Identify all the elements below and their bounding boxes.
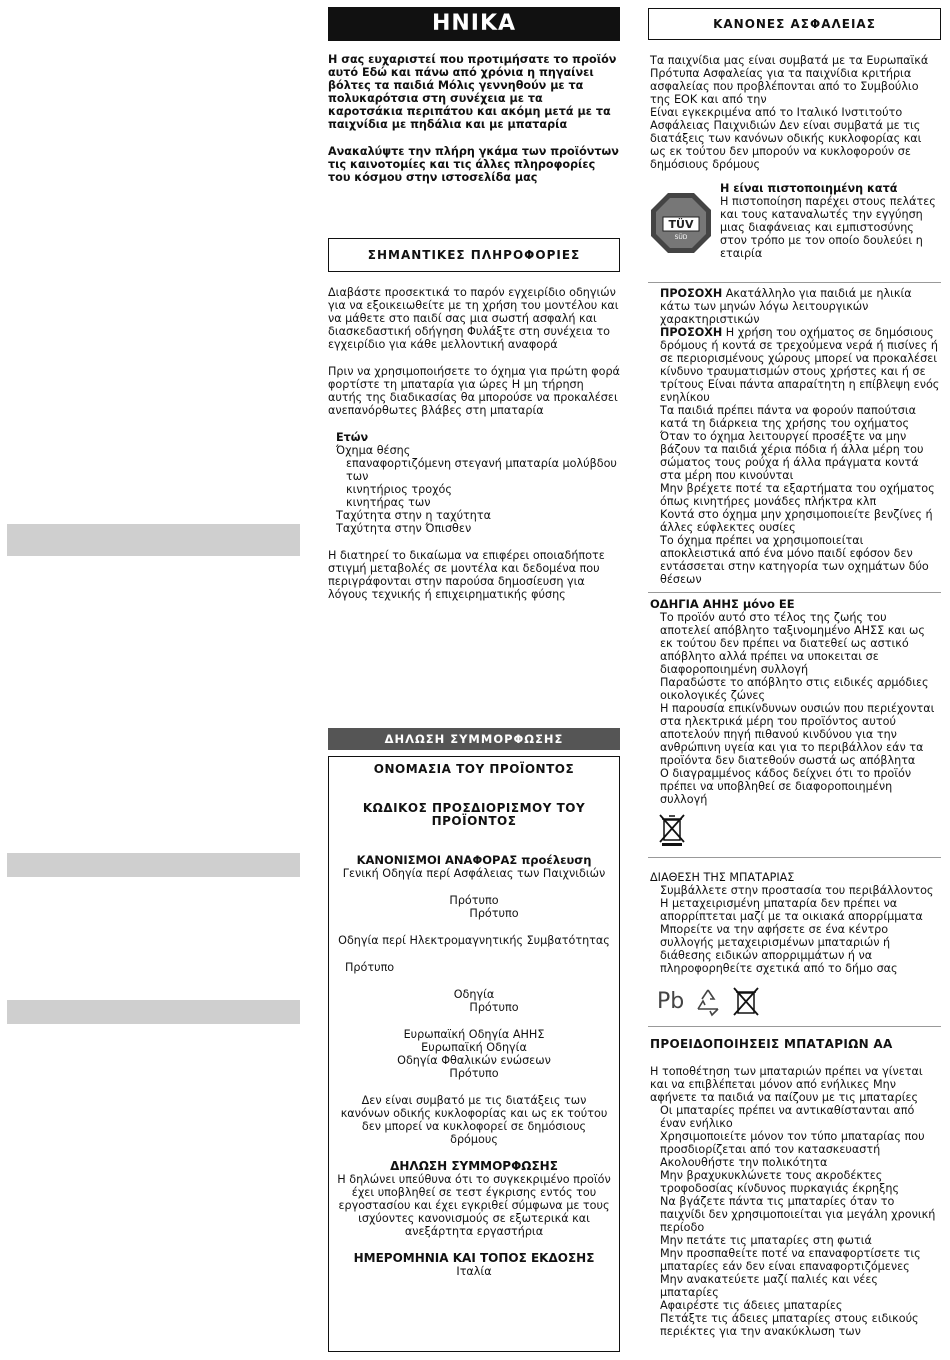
pb-icon: Pb xyxy=(657,989,685,1014)
warning-item: Όταν το όχημα λειτουργεί προσέξτε να μην βάζουν τα παιδιά χέρια πόδια ή άλλα μέρη του σώματος τους ρούχα ή άλλα πράγματα κοντά στα μέρη που κινούνται xyxy=(660,430,924,482)
important-title: ΣΗΜΑΝΤΙΚΕΣ ΠΛΗΡΟΦΟΡΙΕΣ xyxy=(328,238,620,272)
battery-warning-item: Χρησιμοποιείτε μόνον τον τύπο μπαταρίας που προσδιορίζεται από τον κατασκευαστή xyxy=(660,1130,925,1156)
spec-line: κινητήρας των xyxy=(346,496,431,509)
battery-warnings-section xyxy=(650,1038,940,1338)
intro-paragraph-1: Η σας ευχαριστεί που προτιμήσατε το προϊόν αυτό Εδώ και πάνω από χρόνια η πηγαίνει βόλτες τα παιδιά Μόλις γεννηθούν με τα πολυκαρότσια στη συνέχεια με τα καροτσάκια περιπάτου και ακόμη μετά με τα παιχνίδια με πηδάλια και με μπαταρία xyxy=(328,53,617,131)
weee-item: Ο διαγραμμένος κάδος δείχνει ότι το προϊόν πρέπει να υποβληθεί σε διαφοροποιημένη συλλογή xyxy=(660,767,912,806)
battery-disposal-item: Μπορείτε να την αφήσετε σε ένα κέντρο συλλογής μεταχειρισμένων μπαταριών ή διάθεσης ειδικών απορριμμάτων ή να πληροφορηθείτε σχετικά από το δήμο σας xyxy=(660,923,898,975)
svg-text:SÜD: SÜD xyxy=(674,234,688,241)
weee-section xyxy=(650,598,940,806)
tuv-title: Η είναι πιστοποιημένη κατά xyxy=(720,182,898,195)
spec-line: Ταχύτητα στην η ταχύτητα xyxy=(336,509,491,522)
battery-warnings-intro: Η τοποθέτηση των μπαταριών πρέπει να γίνεται και να επιβλέπεται μόνον από ενήλικες Μην αφήνετε τα παιδιά να παίζουν με τις μπαταρίες xyxy=(650,1065,923,1104)
battery-icons xyxy=(657,985,767,1019)
battery-disposal-title: ΔΙΑΘΕΣΗ ΤΗΣ ΜΠΑΤΑΡΙΑΣ xyxy=(650,871,795,884)
standard-line: Πρότυπο xyxy=(449,1067,499,1080)
battery-warning-item: Ακολουθήστε την πολικότητα xyxy=(660,1156,828,1169)
battery-warning-item: Οι μπαταρίες πρέπει να αντικαθίστανται από έναν ενήλικο xyxy=(660,1104,915,1130)
tuv-section xyxy=(650,182,940,260)
spec-line: Όχημα θέσης xyxy=(336,444,411,457)
divider xyxy=(648,282,941,283)
road-notice: Δεν είναι συμβατό με τις διατάξεις των κανόνων οδικής κυκλοφορίας και ως εκ τούτου δεν μπορεί να κυκλοφορεί σε δημόσιους δρόμους xyxy=(340,1094,608,1146)
warnings-section xyxy=(650,287,940,586)
intro-paragraph-2: Ανακαλύψτε την πλήρη γκάμα των προϊόντων τις καινοτομίες και τις άλλες πληροφορίες του κόσμου στην ιστοσελίδα μας xyxy=(328,145,619,184)
regulation-line: Οδηγία Φθαλικών ενώσεων xyxy=(397,1054,551,1067)
product-name-label: ΟΝΟΜΑΣΙΑ ΤΟΥ ΠΡΟΪΟΝΤΟΣ xyxy=(373,762,575,776)
regulation-line: Ευρωπαϊκή Οδηγία ΑΗΗΣ xyxy=(403,1028,545,1041)
spec-line: κινητήριος τροχός xyxy=(346,483,452,496)
declaration-title: ΔΗΛΩΣΗ ΣΥΜΜΟΡΦΩΣΗΣ xyxy=(390,1159,558,1173)
warning-label: ΠΡΟΣΟΧΗ xyxy=(660,287,723,300)
regulation-line: Γενική Οδηγία περί Ασφάλειας των Παιχνιδιών xyxy=(342,867,606,880)
middle-column xyxy=(328,7,620,601)
gray-bar-2 xyxy=(7,853,300,877)
gray-bar-3 xyxy=(7,1000,300,1024)
important-paragraph-2: Πριν να χρησιμοποιήσετε το όχημα για πρώτη φορά φορτίστε τη μπαταρία για ώρες Η μη τήρηση αυτής της διαδικασίας θα μπορούσε να προκαλέσει ανεπανόρθωτες βλάβες στη μπαταρία xyxy=(328,365,620,417)
intro-title: ΗΝΙΚΑ xyxy=(328,7,620,41)
standard-line: Πρότυπο xyxy=(345,961,395,974)
battery-disposal-item: Η μεταχειρισμένη μπαταρία δεν πρέπει να απορρίπτεται μαζί με τα οικιακά απορρίμματα xyxy=(660,897,923,923)
important-paragraph-1: Διαβάστε προσεκτικά το παρόν εγχειρίδιο οδηγιών για να εξοικειωθείτε με τη χρήση του μοντέλου και να μάθετε στο παιδί σας μια σωστή ασφαλή και διασκεδαστική οδήγηση Φυλάξτε στη συνέχεια το εγχειρίδιο για κάθε μελλοντική αναφορά xyxy=(328,286,619,351)
battery-warning-item: Να βγάζετε πάντα τις μπαταρίες όταν το παιχνίδι δεν χρησιμοποιείται για μεγάλη χρονική περίοδο xyxy=(660,1195,936,1234)
regulation-line: Ευρωπαϊκή Οδηγία xyxy=(421,1041,527,1054)
divider xyxy=(648,592,941,593)
declaration-text: Η δηλώνει υπεύθυνα ότι το συγκεκριμένο προϊόν έχει υποβληθεί σε τεστ έγκρισης εντός του εργοστασίου και έχει εγκριθεί σύμφωνα με τους ισχύοντες κανονισμούς σε εξωτερικά και ανεξάρτητα εργαστήρια xyxy=(337,1173,611,1238)
crossed-bin-icon xyxy=(731,985,761,1019)
place-text: Ιταλία xyxy=(456,1265,492,1278)
spec-line: Ταχύτητα στην Όπισθεν xyxy=(336,522,472,535)
standard-line: Πρότυπο xyxy=(449,894,499,907)
weee-item: Το προϊόν αυτό στο τέλος της ζωής του αποτελεί απόβλητο ταξινομημένο ΑΗΣΣ και ως εκ τούτου δεν πρέπει να διατεθεί ως αστικό απόβλητο αλλά πρέπει να υποκειται σε διαφοροποιημένη συλλογή xyxy=(660,611,925,676)
warning-item: Τα παιδιά πρέπει πάντα να φορούν παπούτσια κατά τη διάρκεια της χρήσης του οχήματος xyxy=(660,404,917,430)
warning-text: Η χρήση του οχήματος σε δημόσιους δρόμους ή κοντά σε τρεχούμενα νερά ή πισίνες ή σε περιορισμένους χώρους μπορεί να προκαλέσει κίνδυνο τραυματισμών στους χρήστες και ή σε τρίτους Είναι πάντα απαραίτητη η επίβλεψη ενός ενηλίκου xyxy=(660,326,940,404)
warning-text: Ακατάλληλο για παιδιά με ηλικία κάτω των μηνών λόγω λειτουργικών χαρακτηριστικών xyxy=(660,287,912,326)
conformity-box xyxy=(328,756,620,1352)
crossed-bin-icon xyxy=(657,812,687,850)
safety-paragraph-1: Τα παιχνίδια μας είναι συμβατά με τα Ευρωπαϊκά Πρότυπα Ασφαλείας για τα παιχνίδια κριτήρια ασφαλείας που προβλέπονται από το Συμβούλιο της ΕΟΚ και από την xyxy=(650,54,929,106)
standard-line: Πρότυπο xyxy=(469,1001,519,1014)
spec-title: Ετών xyxy=(336,431,369,444)
battery-warning-item: Μην προσπαθείτε ποτέ να επαναφορτίσετε τις μπαταρίες εάν δεν είναι επαναφορτιζόμενες xyxy=(660,1247,921,1273)
weee-item: Η παρουσία επικίνδυνων ουσιών που περιέχονται στα ηλεκτρικά μέρη του προϊόντος αυτού αποτελούν πηγή πιθανού κινδύνου για την ανθρώπινη υγεία και για το περιβάλλον εάν τα προϊόντα δεν διατεθούν σωστά ως απόβλητα xyxy=(660,702,935,767)
important-paragraph-3: Η διατηρεί το δικαίωμα να επιφέρει οποιαδήποτε στιγμή μεταβολές σε μοντέλα και δεδομένα που περιγράφονται στην παρούσα δημοσίευση για λόγους τεχνικής ή επιχειρηματικής φύσης xyxy=(328,549,605,601)
recycle-icon xyxy=(693,987,723,1017)
weee-item: Παραδώστε το απόβλητο στις ειδικές αρμόδιες οικολογικές ζώνες xyxy=(660,676,929,702)
weee-title: ΟΔΗΓΙΑ ΑΗΗΣ μόνο ΕΕ xyxy=(650,597,795,611)
safety-paragraph-2: Είναι εγκεκριμένα από το Ιταλικό Ινστιτούτο Ασφάλειας Παιχνιδιών Δεν είναι συμβατά με τις διατάξεις των κανόνων οδικής κυκλοφορίας και ως εκ τούτου δεν μπορούν να κυκλοφορούν σε δημόσιους δρόμους xyxy=(650,106,922,171)
battery-warning-item: Αφαιρέστε τις άδειες μπαταρίες xyxy=(660,1299,843,1312)
directive-line: Οδηγία xyxy=(453,988,495,1001)
tuv-logo xyxy=(650,192,712,254)
battery-warnings-title: ΠΡΟΕΙΔΟΠΟΙΗΣΕΙΣ ΜΠΑΤΑΡΙΩΝ ΑΑ xyxy=(650,1037,893,1051)
svg-text:TÜV: TÜV xyxy=(668,218,694,231)
standard-line: Πρότυπο xyxy=(469,907,519,920)
regulation-line: Οδηγία περί Ηλεκτρομαγνητικής Συμβατότητας xyxy=(338,934,610,947)
warning-item: Το όχημα πρέπει να χρησιμοποιείται αποκλειστικά από ένα μόνο παιδί εφόσον δεν εντάσσεται στην κατηγορία των οχημάτων δύο θέσεων xyxy=(660,534,929,586)
tuv-text: Η πιστοποίηση παρέχει στους πελάτες και τους καταναλωτές την εγγύηση μιας διαφάνειας και εμπιστοσύνης στον τρόπο με τον οποίο δουλεύει η εταιρία xyxy=(720,195,936,260)
conformity-header: ΔΗΛΩΣΗ ΣΥΜΜΟΡΦΩΣΗΣ xyxy=(328,728,620,750)
date-place-title: ΗΜΕΡΟΜΗΝΙΑ ΚΑΙ ΤΟΠΟΣ ΕΚΔΟΣΗΣ xyxy=(353,1251,595,1265)
battery-warning-item: Πετάξτε τις άδειες μπαταρίες στους ειδικούς περιέκτες για την ανακύκλωση των xyxy=(660,1312,919,1338)
battery-disposal-item: Συμβάλλετε στην προστασία του περιβάλλοντος xyxy=(660,884,934,897)
battery-disposal-section xyxy=(650,871,940,975)
warning-label: ΠΡΟΣΟΧΗ xyxy=(660,326,723,339)
gray-bar-1 xyxy=(7,524,300,556)
divider xyxy=(648,857,941,858)
regulations-title: ΚΑΝΟΝΙΣΜΟΙ ΑΝΑΦΟΡΑΣ προέλευση xyxy=(356,853,592,867)
battery-warning-item: Μην ανακατεύετε μαζί παλιές και νέες μπαταρίες xyxy=(660,1273,878,1299)
product-code-label: ΚΩΔΙΚΟΣ ΠΡΟΣΔΙΟΡΙΣΜΟΥ ΤΟΥ ΠΡΟΪΟΝΤΟΣ xyxy=(362,801,586,828)
battery-warning-item: Μην βραχυκυκλώνετε τους ακροδέκτες τροφοδοσίας κίνδυνος πυρκαγιάς έκρηξης xyxy=(660,1169,900,1195)
warning-item: Μην βρέχετε ποτέ τα εξαρτήματα του οχήματος όπως κινητήρες μονάδες πλήκτρα κλπ xyxy=(660,482,935,508)
warning-item: Κοντά στο όχημα μην χρησιμοποιείτε βενζίνες ή άλλες εύφλεκτες ουσίες xyxy=(660,508,933,534)
battery-warning-item: Μην πετάτε τις μπαταρίες στη φωτιά xyxy=(660,1234,872,1247)
divider xyxy=(648,1026,941,1027)
safety-section xyxy=(650,54,940,171)
safety-title: ΚΑΝΟΝΕΣ ΑΣΦΑΛΕΙΑΣ xyxy=(648,8,941,40)
spec-line: επαναφορτιζόμενη στεγανή μπαταρία μολύβδου των xyxy=(346,457,617,483)
